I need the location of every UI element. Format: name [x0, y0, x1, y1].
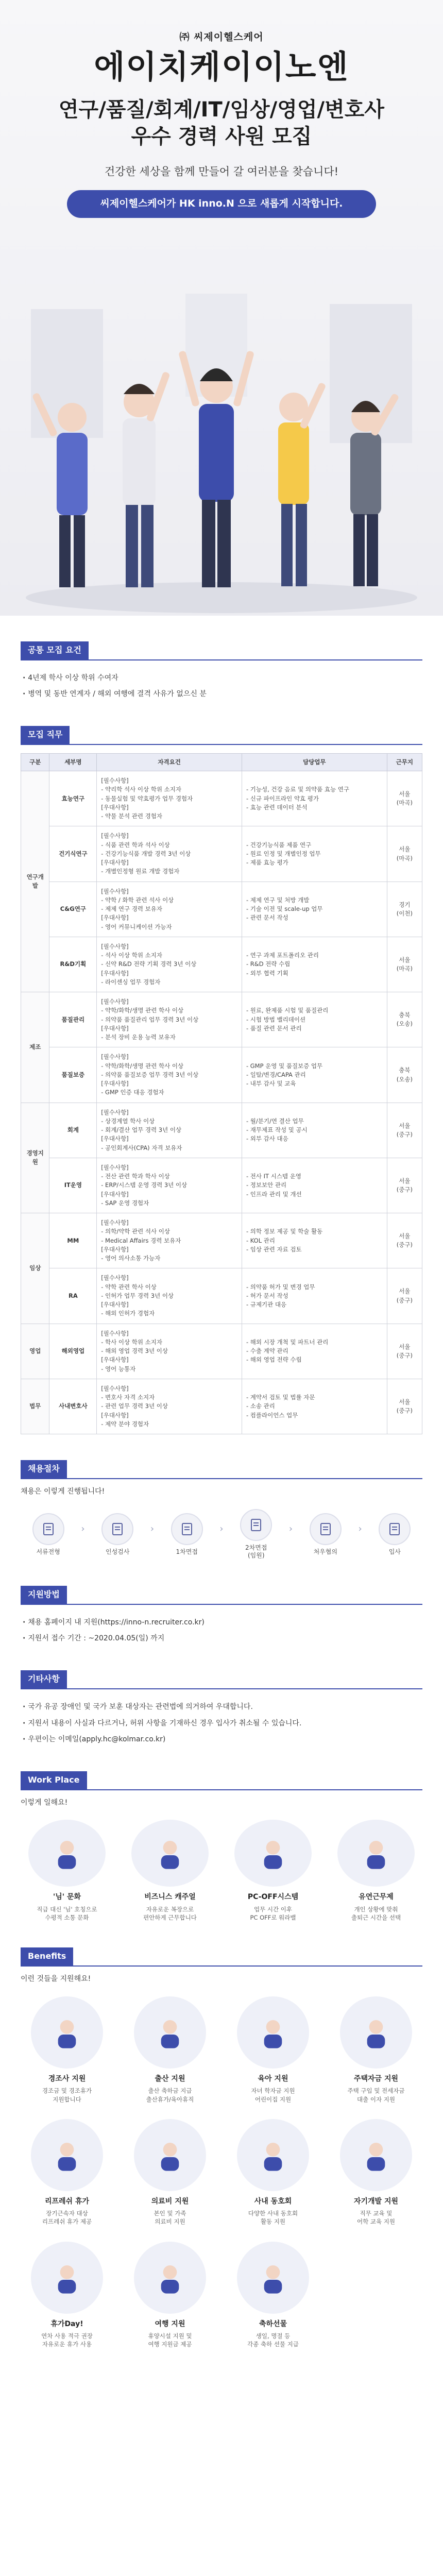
team-celebration-illustration: [0, 289, 443, 616]
workplace-grid: [21, 1820, 422, 1922]
benefit-card-desc: 직무 교육 및 어학 교육 지원: [357, 2210, 395, 2226]
division-cell: 임상: [21, 1213, 49, 1324]
table-row: [21, 1158, 422, 1213]
benefit-card: [330, 2119, 422, 2226]
tasks-cell: - GMP 운영 및 품질보증 업무 - 일탈/변경/CAPA 관리 - 내부 감사 및 교육: [242, 1047, 387, 1103]
table-row: [21, 937, 422, 992]
process-step: [229, 1509, 284, 1560]
table-row: [21, 1213, 422, 1268]
qualifications-cell: [필수사항] - 약학/화학/생명 관련 학사 이상 - 의약품 품질보증 업무 경력 3년 이상 [우대사항] - GMP 인증 대응 경험자: [97, 1047, 242, 1103]
tasks-cell: - 건강기능식품 제품 연구 - 원료 인정 및 개별인정 업무 - 제품 효능 평가: [242, 826, 387, 882]
workplace-section: [0, 1745, 443, 1922]
clock-icon: [337, 1820, 415, 1887]
benefit-card-title: 의료비 지원: [151, 2197, 189, 2206]
apply-item: · 지원서 접수 기간 : ~2020.04.05(일) 까지: [21, 1633, 422, 1645]
book-icon: [237, 2119, 309, 2191]
location-cell: 서울 (중구): [387, 1103, 422, 1158]
hero-subtitle-line1: 연구/품질/회계/IT/임상/영업/변호사: [58, 97, 385, 122]
etc-section: [0, 1645, 443, 1745]
tasks-cell: - 연구 과제 포트폴리오 관리 - R&D 전략 수립 - 외부 협력 기획: [242, 937, 387, 992]
workplace-card-desc: 개인 상황에 맞춰 출퇴근 시간을 선택: [351, 1906, 401, 1922]
section-header: 지원방법: [21, 1586, 67, 1604]
role-cell: 효능연구: [49, 771, 97, 826]
qualifications-cell: [필수사항] - 식품 관련 학과 석사 이상 - 건강기능식품 개발 경력 3년 이상 [우대사항] - 개별인정형 원료 개발 경험자: [97, 826, 242, 882]
qualifications-cell: [필수사항] - 상경계열 학사 이상 - 회계/결산 업무 경력 3년 이상 [우대사항] - 공인회계사(CPA) 자격 보유자: [97, 1103, 242, 1158]
benefits-subtitle: 이런 것들을 지원해요!: [21, 1975, 91, 1984]
section-header: Benefits: [21, 1947, 73, 1965]
location-cell: 서울 (중구): [387, 1158, 422, 1213]
process-step-label: 2차면접 (임원): [245, 1544, 267, 1560]
company-brand: ㈜ 씨제이헬스케어: [179, 31, 264, 43]
qualifications-cell: [필수사항] - 전산 관련 학과 학사 이상 - ERP/시스템 운영 경력 3년 이상 [우대사항] - SAP 운영 경험자: [97, 1158, 242, 1213]
tasks-cell: - 해외 시장 개척 및 파트너 관리 - 수출 계약 관리 - 해외 영업 전략 수립: [242, 1324, 387, 1379]
hiring-process-section: [0, 1434, 443, 1560]
role-cell: 해외영업: [49, 1324, 97, 1379]
hero-notice-pill: 씨제이헬스케어가 HK inno.N 으로 새롭게 시작합니다.: [67, 190, 376, 217]
chevron-right-icon: ›: [358, 1523, 362, 1535]
benefit-card-desc: 장기근속자 대상 리프레쉬 휴가 제공: [42, 2210, 92, 2226]
workplace-subtitle: 이렇게 일해요!: [21, 1798, 68, 1807]
qualifications-cell: [필수사항] - 약학 / 화학 관련 석사 이상 - 제제 연구 경력 보유자 [우대사항] - 영어 커뮤니케이션 가능자: [97, 882, 242, 937]
benefit-card-desc: 본인 및 가족 의료비 지원: [154, 2210, 186, 2226]
chevron-right-icon: ›: [219, 1523, 224, 1535]
common-requirements-list: [21, 660, 422, 700]
business-casual-icon: [131, 1820, 209, 1887]
workplace-card: [124, 1820, 216, 1922]
common-requirement-item: · 4년제 학사 이상 학위 수여자: [21, 673, 422, 684]
qualifications-cell: [필수사항] - 약학/화학/생명 관련 학사 이상 - 의약품 품질관리 업무 경력 3년 이상 [우대사항] - 분석 장비 운용 능력 보유자: [97, 992, 242, 1047]
division-cell: 경영지원: [21, 1103, 49, 1213]
benefit-card-desc: 휴양시설 지원 및 여행 지원금 제공: [148, 2332, 192, 2348]
benefit-card-title: 자기개발 지원: [353, 2197, 399, 2206]
benefit-card: [124, 2242, 216, 2349]
role-cell: C&G연구: [49, 882, 97, 937]
role-cell: 건기식연구: [49, 826, 97, 882]
benefit-card-desc: 연차 사용 적극 권장 자유로운 휴가 사용: [41, 2332, 93, 2348]
role-cell: IT운영: [49, 1158, 97, 1213]
location-cell: 충북 (오송): [387, 992, 422, 1047]
role-cell: RA: [49, 1268, 97, 1324]
section-header: 채용절차: [21, 1460, 67, 1478]
division-cell: 법무: [21, 1379, 49, 1434]
division-cell: 연구개발: [21, 771, 49, 992]
child-icon: [237, 1996, 309, 2069]
table-row: [21, 1379, 422, 1434]
column-header: 자격요건: [97, 753, 242, 771]
benefit-card-title: 여행 지원: [155, 2319, 185, 2328]
process-steps: [21, 1509, 422, 1560]
qualifications-cell: [필수사항] - 석사 이상 학위 소지자 - 신약 R&D 전략 기획 경력 3년 이상 [우대사항] - 라이센싱 업무 경험자: [97, 937, 242, 992]
workplace-card-title: '님' 문화: [53, 1893, 81, 1902]
qualifications-cell: [필수사항] - 변호사 자격 소지자 - 관련 업무 경력 3년 이상 [우대사항] - 제약 분야 경험자: [97, 1379, 242, 1434]
process-step-icon: [171, 1513, 203, 1545]
apply-item: · 채용 홈페이지 내 지원(https://inno-n.recruiter.co.kr): [21, 1617, 422, 1629]
tasks-cell: - 원료, 완제품 시험 및 품질관리 - 시험 방법 밸리데이션 - 품질 관련 문서 관리: [242, 992, 387, 1047]
table-row: [21, 771, 422, 826]
process-step-label: 1차면접: [176, 1548, 198, 1555]
benefit-card: [330, 1996, 422, 2104]
person-icon-4: [278, 382, 327, 586]
etc-list: [21, 1689, 422, 1745]
process-step-label: 인성검사: [106, 1548, 130, 1555]
role-cell: 품질관리: [49, 992, 97, 1047]
benefit-card-title: 주택자금 지원: [353, 2074, 399, 2083]
process-step-icon: [240, 1509, 272, 1541]
benefit-card: [21, 2242, 113, 2349]
section-header: 모집 직무: [21, 726, 70, 744]
table-row: [21, 1268, 422, 1324]
process-step-label: 처우협의: [313, 1548, 337, 1555]
benefit-card-desc: 출산 축하금 지급 출산휴가/육아휴직: [146, 2087, 194, 2103]
plane-icon: [134, 2242, 206, 2314]
tasks-cell: - 월/분기/연 결산 업무 - 재무제표 작성 및 공시 - 외부 감사 대응: [242, 1103, 387, 1158]
location-cell: 서울 (마곡): [387, 826, 422, 882]
pc-off-icon: [234, 1820, 312, 1887]
benefit-card: [124, 2119, 216, 2226]
workplace-card: [227, 1820, 319, 1922]
column-header: 구분: [21, 753, 49, 771]
suitcase-icon: [31, 2119, 103, 2191]
column-header: 세부명: [49, 753, 97, 771]
role-cell: 사내변호사: [49, 1379, 97, 1434]
location-cell: 서울 (중구): [387, 1268, 422, 1324]
table-header-row: [21, 753, 422, 771]
medical-icon: [134, 2119, 206, 2191]
role-cell: 품질보증: [49, 1047, 97, 1103]
process-step: [298, 1513, 353, 1556]
benefit-card-title: 리프레쉬 휴가: [44, 2197, 90, 2206]
hero-slogan: 건강한 세상을 함께 만들어 갈 여러분을 찾습니다!: [104, 165, 339, 178]
section-header: Work Place: [21, 1771, 87, 1789]
chevron-right-icon: ›: [288, 1523, 293, 1535]
benefit-card-desc: 다양한 사내 동호회 활동 지원: [248, 2210, 298, 2226]
benefit-card-desc: 주택 구입 및 전세자금 대출 이자 지원: [347, 2087, 405, 2103]
table-row: [21, 992, 422, 1047]
job-openings-section: [0, 700, 443, 1434]
baby-icon: [134, 1996, 206, 2069]
process-step-icon: [310, 1513, 342, 1545]
chevron-right-icon: ›: [150, 1523, 155, 1535]
table-row: [21, 1103, 422, 1158]
location-cell: 서울 (중구): [387, 1324, 422, 1379]
benefit-card-title: 축하선물: [259, 2319, 287, 2328]
benefit-card-desc: 자녀 학자금 지원 어린이집 지원: [251, 2087, 295, 2103]
benefit-card-title: 사내 동호회: [254, 2197, 292, 2206]
tasks-cell: - 계약서 검토 및 법률 자문 - 소송 관리 - 컴플라이언스 업무: [242, 1379, 387, 1434]
location-cell: 서울 (마곡): [387, 771, 422, 826]
benefit-card: [227, 2242, 319, 2349]
graduation-icon: [31, 1996, 103, 2069]
tasks-cell: - 제제 연구 및 처방 개발 - 기술 이전 및 scale-up 업무 - 관련 문서 작성: [242, 882, 387, 937]
calendar-icon: [31, 2242, 103, 2314]
benefit-card-desc: 경조금 및 경조휴가 지원합니다: [42, 2087, 92, 2103]
grid-filler: [330, 2242, 422, 2349]
hero-banner: [0, 0, 443, 616]
etc-item: · 지원서 내용이 사실과 다르거나, 허위 사항을 기재하신 경우 입사가 취소될 수 있습니다.: [21, 1718, 422, 1730]
process-intro: 채용은 이렇게 진행됩니다!: [21, 1487, 105, 1496]
common-requirement-item: · 병역 및 동반 연계자 / 해외 여행에 결격 사유가 없으신 분: [21, 689, 422, 700]
qualifications-cell: [필수사항] - 학사 이상 학위 소지자 - 해외 영업 경력 3년 이상 [우대사항] - 영어 능통자: [97, 1324, 242, 1379]
hero-title: 에이치케이이노엔: [94, 48, 349, 86]
tasks-cell: - 기능성, 건강 음료 및 의약품 효능 연구 - 신규 파이프라인 약효 평가 - 효능 관련 데이터 분석: [242, 771, 387, 826]
person-icon-2: [123, 371, 171, 587]
division-cell: 영업: [21, 1324, 49, 1379]
process-step: [21, 1513, 76, 1556]
house-icon: [340, 1996, 412, 2069]
qualifications-cell: [필수사항] - 약학 관련 학사 이상 - 인허가 업무 경력 3년 이상 [우대사항] - 해외 인허가 경험자: [97, 1268, 242, 1324]
location-cell: 경기 (이천): [387, 882, 422, 937]
workplace-card-title: 비즈니스 캐주얼: [144, 1893, 196, 1902]
column-header: 근무지: [387, 753, 422, 771]
benefit-card-title: 출산 지원: [155, 2074, 185, 2083]
section-header: 공통 모집 요건: [21, 641, 89, 659]
process-step-label: 입사: [388, 1548, 401, 1555]
workplace-card: [21, 1820, 113, 1922]
workplace-card-desc: 자유로운 복장으로 편안하게 근무합니다: [143, 1906, 197, 1922]
table-row: [21, 826, 422, 882]
tasks-cell: - 의약품 허가 및 변경 업무 - 허가 문서 작성 - 규제기관 대응: [242, 1268, 387, 1324]
chat-bubble-icon: [28, 1820, 106, 1887]
person-icon-3: [178, 350, 254, 587]
workplace-card-title: PC-OFF시스템: [247, 1893, 299, 1902]
process-step: [90, 1513, 145, 1556]
tasks-cell: - 의학 정보 제공 및 학술 활동 - KOL 관리 - 임상 관련 자료 검토: [242, 1213, 387, 1268]
common-requirements-section: [0, 616, 443, 700]
column-header: 담당업무: [242, 753, 387, 771]
location-cell: 서울 (중구): [387, 1379, 422, 1434]
benefits-section: [0, 1922, 443, 2348]
tasks-cell: - 전사 IT 시스템 운영 - 정보보안 관리 - 인프라 관리 및 개선: [242, 1158, 387, 1213]
process-step: [159, 1513, 214, 1556]
process-step-label: 서류전형: [36, 1548, 60, 1555]
role-cell: 회계: [49, 1103, 97, 1158]
benefit-card: [21, 1996, 113, 2104]
benefit-card-title: 휴가Day!: [50, 2319, 83, 2328]
process-step-icon: [101, 1513, 133, 1545]
apply-section: [0, 1560, 443, 1645]
qualifications-cell: [필수사항] - 약리학 석사 이상 학위 소지자 - 동물실험 및 약효평가 업무 경험자 [우대사항] - 약물 분석 관련 경험자: [97, 771, 242, 826]
location-cell: 서울 (중구): [387, 1213, 422, 1268]
table-row: [21, 882, 422, 937]
benefits-grid: [21, 1996, 422, 2349]
table-row: [21, 1324, 422, 1379]
process-step-icon: [32, 1513, 64, 1545]
section-header: 기타사항: [21, 1670, 67, 1688]
gift-icon: [237, 2242, 309, 2314]
hero-subtitle-line2: 우수 경력 사원 모집: [131, 124, 312, 148]
benefit-card: [21, 2119, 113, 2226]
table-row: [21, 1047, 422, 1103]
benefit-card-desc: 생일, 명절 등 각종 축하 선물 지급: [247, 2332, 299, 2348]
benefit-card: [227, 1996, 319, 2104]
workplace-card-desc: 업무 시간 이후 PC OFF로 워라밸: [250, 1906, 296, 1922]
workplace-card-title: 유연근무제: [359, 1893, 394, 1902]
location-cell: 서울 (마곡): [387, 937, 422, 992]
process-step: [367, 1513, 422, 1556]
etc-item: · 우편이는 이메일(apply.hc@kolmar.co.kr): [21, 1734, 422, 1745]
role-cell: R&D기획: [49, 937, 97, 992]
division-cell: 제조: [21, 992, 49, 1103]
job-table: [21, 753, 422, 1434]
workplace-card: [330, 1820, 422, 1922]
benefit-card: [227, 2119, 319, 2226]
chevron-right-icon: ›: [81, 1523, 85, 1535]
benefit-card-title: 경조사 지원: [48, 2074, 86, 2083]
process-step-icon: [379, 1513, 411, 1545]
qualifications-cell: [필수사항] - 의학/약학 관련 석사 이상 - Medical Affairs 경력 보유자 [우대사항] - 영어 의사소통 가능자: [97, 1213, 242, 1268]
role-cell: MM: [49, 1213, 97, 1268]
workplace-card-desc: 직급 대신 '님' 호칭으로 수평적 소통 문화: [37, 1906, 97, 1922]
location-cell: 충북 (오송): [387, 1047, 422, 1103]
hero-subtitle: [0, 96, 443, 150]
etc-item: · 국가 유공 장애인 및 국가 보훈 대상자는 관련법에 의거하여 우대합니다.: [21, 1702, 422, 1713]
apply-list: [21, 1605, 422, 1645]
benefit-card-title: 육아 지원: [258, 2074, 288, 2083]
handshake-icon: [340, 2119, 412, 2191]
benefit-card: [124, 1996, 216, 2104]
